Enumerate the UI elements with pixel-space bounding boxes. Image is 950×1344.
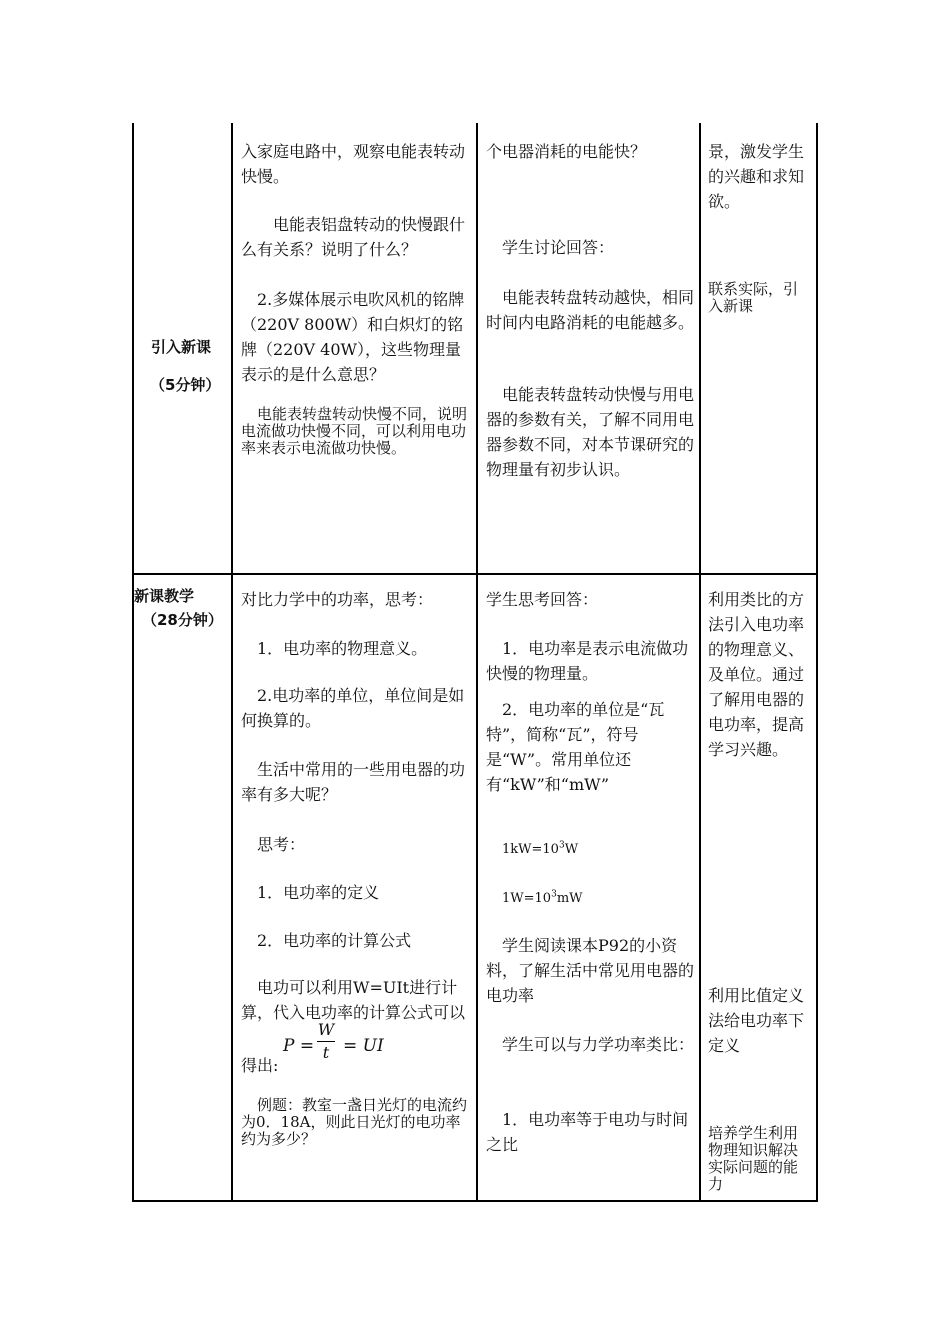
row2-student-cell <box>478 575 699 1200</box>
row2-teacher-p9: 得出: <box>241 1056 279 1075</box>
row1-teacher-p3: 2.多媒体展示电吹风机的铭牌（220V 800W）和白炽灯的铭牌（220V 40W），这些物理量表示的是什么意思？ <box>241 290 465 384</box>
row1-section-duration: （5分钟） <box>150 376 221 394</box>
row2-student-p7: 学生可以与力学功率类比： <box>502 1035 695 1054</box>
row2-student-p1: 学生思考回答： <box>486 590 599 609</box>
row2-section-cell <box>134 575 231 1200</box>
mw-conversion-unit: mW <box>556 891 583 906</box>
row2-teacher-p7: 2．电功率的计算公式 <box>257 931 412 950</box>
lesson-plan-table <box>132 123 818 1202</box>
row1-student-cell <box>478 123 699 573</box>
row2-intent-p2: 利用比值定义法给电功率下定义 <box>708 986 805 1055</box>
row2-section-title: 新课教学 <box>134 587 195 605</box>
formula-denominator: t <box>322 1043 330 1062</box>
row2-student-p8: 1．电功率等于电功与时间之比 <box>486 1110 689 1154</box>
row1-teacher-cell <box>233 123 476 573</box>
mw-conversion-exponent: 3 <box>551 889 557 900</box>
row2-teacher-p2: 1．电功率的物理意义。 <box>257 639 428 658</box>
row2-student-p6: 学生阅读课本P92的小资料，了解生活中常见用电器的电功率 <box>486 936 695 1005</box>
row1-intent-p2: 联系实际，引入新课 <box>708 280 799 315</box>
table-border-right <box>816 123 818 1202</box>
row2-intent-p1: 利用类比的方法引入电功率的物理意义、及单位。通过了解用电器的电功率，提高学习兴趣。 <box>708 590 805 759</box>
row2-student-p5 <box>502 886 692 911</box>
row2-teacher-p3: 2.电功率的单位，单位间是如何换算的。 <box>241 686 465 730</box>
table-border-bottom <box>132 1200 818 1202</box>
row2-section-duration: （28分钟） <box>142 611 223 629</box>
row2-teacher-cell <box>233 575 476 1200</box>
row2-teacher-p8: 电功可以利用W=UIt进行计算，代入电功率的计算公式可以 <box>241 978 466 1022</box>
row2-intent-cell <box>701 575 816 1200</box>
kw-conversion-base: 1kW=10 <box>502 842 559 857</box>
kw-conversion-exponent: 3 <box>558 840 565 851</box>
row2-teacher-p5: 思考： <box>257 835 306 854</box>
row1-teacher-p1: 入家庭电路中，观察电能表转动快慢。 <box>241 142 466 186</box>
mw-conversion-base: 1W=10 <box>502 891 552 906</box>
row1-student-p1: 个电器消耗的电能快？ <box>486 142 647 161</box>
formula-rhs: = UI <box>343 1036 384 1056</box>
row2-teacher-p1: 对比力学中的功率，思考： <box>241 590 434 609</box>
row2-student-p2: 1．电功率是表示电流做功快慢的物理量。 <box>486 639 689 683</box>
formula-lhs: P = <box>283 1036 315 1056</box>
row1-teacher-p4: 电能表转盘转动快慢不同，说明电流做功快慢不同，可以利用电功率来表示电流做功快慢。 <box>241 405 468 457</box>
row2-intent-p3: 培养学生利用物理知识解决实际问题的能力 <box>708 1124 799 1193</box>
formula-fraction-bar <box>317 1041 335 1042</box>
row1-intent-cell <box>701 123 816 573</box>
row1-teacher-p2: 电能表铝盘转动的快慢跟什么有关系？说明了什么？ <box>241 215 466 259</box>
row1-section-title: 引入新课 <box>151 338 212 356</box>
row2-student-p3: 2．电功率的单位是“瓦特”，简称“瓦”，符号是“W”。常用单位还有“kW”和“mW” <box>486 700 665 794</box>
row1-student-p3: 电能表转盘转动越快，相同时间内电路消耗的电能越多。 <box>486 288 695 332</box>
kw-conversion-unit: W <box>564 842 579 857</box>
row1-student-p4: 电能表转盘转动快慢与用电器的参数有关，了解不同用电器参数不同，对本节课研究的物理量有初步认识。 <box>486 385 695 479</box>
row1-student-p2: 学生讨论回答： <box>502 238 615 257</box>
row1-section-cell <box>134 123 231 573</box>
row2-teacher-p10: 例题：教室一盏日光灯的电流约为0．18A，则此日光灯的电功率约为多少？ <box>241 1096 468 1148</box>
row2-teacher-p6: 1．电功率的定义 <box>257 883 380 902</box>
row1-intent-p1: 景，激发学生的兴趣和求知欲。 <box>708 142 805 211</box>
formula-numerator: W <box>317 1020 335 1039</box>
row2-teacher-p4: 生活中常用的一些用电器的功率有多大呢？ <box>241 760 466 804</box>
row2-student-p4 <box>502 837 692 862</box>
